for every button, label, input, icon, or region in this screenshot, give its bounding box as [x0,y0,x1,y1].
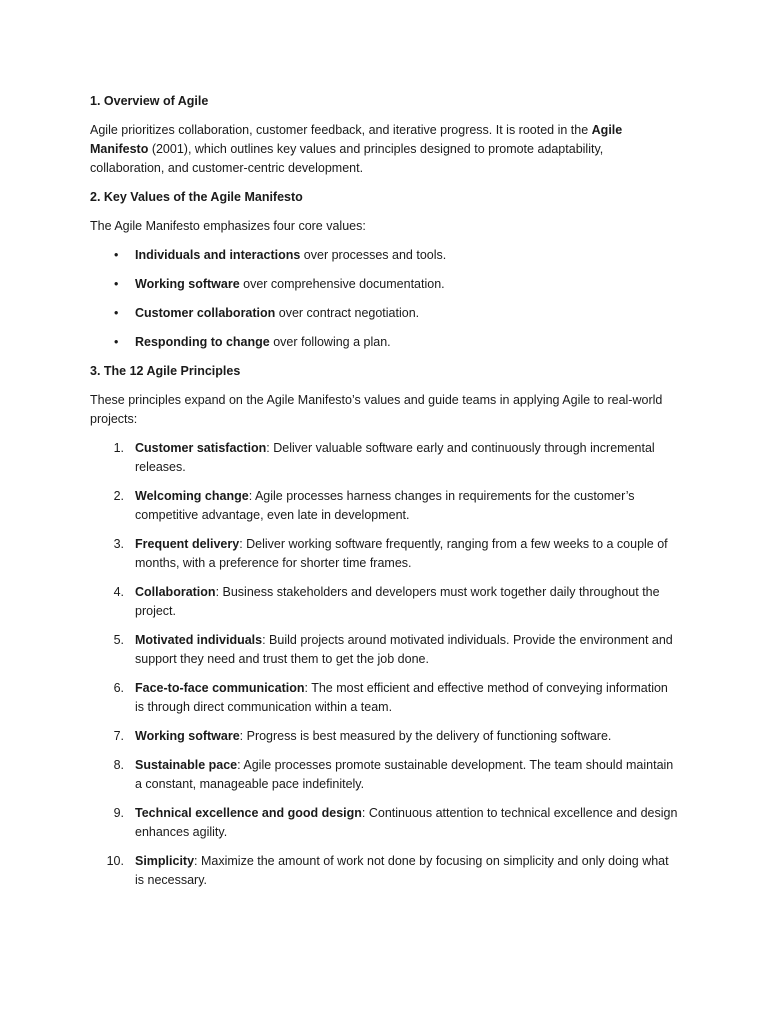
list-number: 3. [113,537,124,551]
list-item [90,333,678,352]
values-list [90,246,678,352]
value-text: over processes and tools. [300,248,447,262]
overview-paragraph [90,121,678,178]
value-text: over contract negotiation. [275,306,420,320]
principle-text: : Agile processes promote sustainable development. The team should maintain a constant, manageable pace indefinitely. [135,758,674,791]
list-item [90,275,678,294]
list-number: 7. [113,729,124,743]
value-bold-term: Responding to change [135,335,270,349]
value-bold-term: Working software [135,277,240,291]
principle-bold-term: Face-to-face communication [135,681,305,695]
list-item [90,727,678,746]
principle-text: : Build projects around motivated individuals. Provide the environment and support they need and trust them to get the job done. [135,633,673,666]
value-text: over comprehensive documentation. [239,277,445,291]
list-number: 1. [113,441,124,455]
list-item [90,804,678,842]
principle-bold-term: Frequent delivery [135,537,240,551]
principle-bold-term: Simplicity [135,854,195,868]
list-item [90,439,678,477]
section-heading-values: 2. Key Values of the Agile Manifesto [90,190,303,204]
principle-text: : Business stakeholders and developers must work together daily throughout the project. [135,585,660,618]
bullet-marker: • [114,306,119,320]
values-intro: The Agile Manifesto emphasizes four core values: [90,219,366,233]
list-item [90,304,678,323]
value-bold-term: Customer collaboration [135,306,276,320]
principle-bold-term: Collaboration [135,585,216,599]
overview-text-after: (2001), which outlines key values and principles designed to promote adaptability, collaboration, and customer-centric development. [90,142,604,175]
principle-text: : Deliver valuable software early and continuously through incremental releases. [135,441,655,474]
section-heading-overview: 1. Overview of Agile [90,94,209,108]
bullet-marker: • [114,277,119,291]
bullet-marker: • [114,335,119,349]
list-number: 5. [113,633,124,647]
principle-text: : Continuous attention to technical excellence and design enhances agility. [135,806,678,839]
principle-text: : The most efficient and effective method of conveying information is through direct communication within a team. [135,681,668,714]
principles-intro: These principles expand on the Agile Manifesto’s values and guide teams in applying Agile to real-world projects: [90,393,663,426]
list-number: 6. [113,681,124,695]
list-number: 8. [113,758,124,772]
principle-bold-term: Motivated individuals [135,633,263,647]
list-number: 2. [113,489,124,503]
list-number: 4. [113,585,124,599]
principle-text: : Agile processes harness changes in requirements for the customer’s competitive advantage, even late in development. [135,489,635,522]
list-item [90,487,678,525]
list-number: 9. [113,806,124,820]
section-heading-principles: 3. The 12 Agile Principles [90,364,241,378]
list-item [90,246,678,265]
list-item [90,535,678,573]
list-number: 10. [106,854,124,868]
value-bold-term: Individuals and interactions [135,248,301,262]
list-item [90,756,678,794]
principle-text: : Maximize the amount of work not done by focusing on simplicity and only doing what is necessary. [135,854,669,887]
principle-bold-term: Working software [135,729,240,743]
bullet-marker: • [114,248,119,262]
list-item [90,679,678,717]
overview-bold-term: Agile Manifesto [90,123,623,156]
value-text: over following a plan. [269,335,391,349]
overview-text-before: Agile prioritizes collaboration, customer feedback, and iterative progress. It is rooted in the [90,123,592,137]
list-item [90,852,678,890]
list-item [90,583,678,621]
principle-text: : Progress is best measured by the delivery of functioning software. [239,729,612,743]
principle-text: : Deliver working software frequently, ranging from a few weeks to a couple of months, with a preference for shorter time frames. [135,537,668,570]
list-item [90,631,678,669]
principle-bold-term: Sustainable pace [135,758,238,772]
principle-bold-term: Technical excellence and good design [135,806,362,820]
principle-bold-term: Customer satisfaction [135,441,267,455]
principles-list [90,439,678,890]
principle-bold-term: Welcoming change [135,489,249,503]
